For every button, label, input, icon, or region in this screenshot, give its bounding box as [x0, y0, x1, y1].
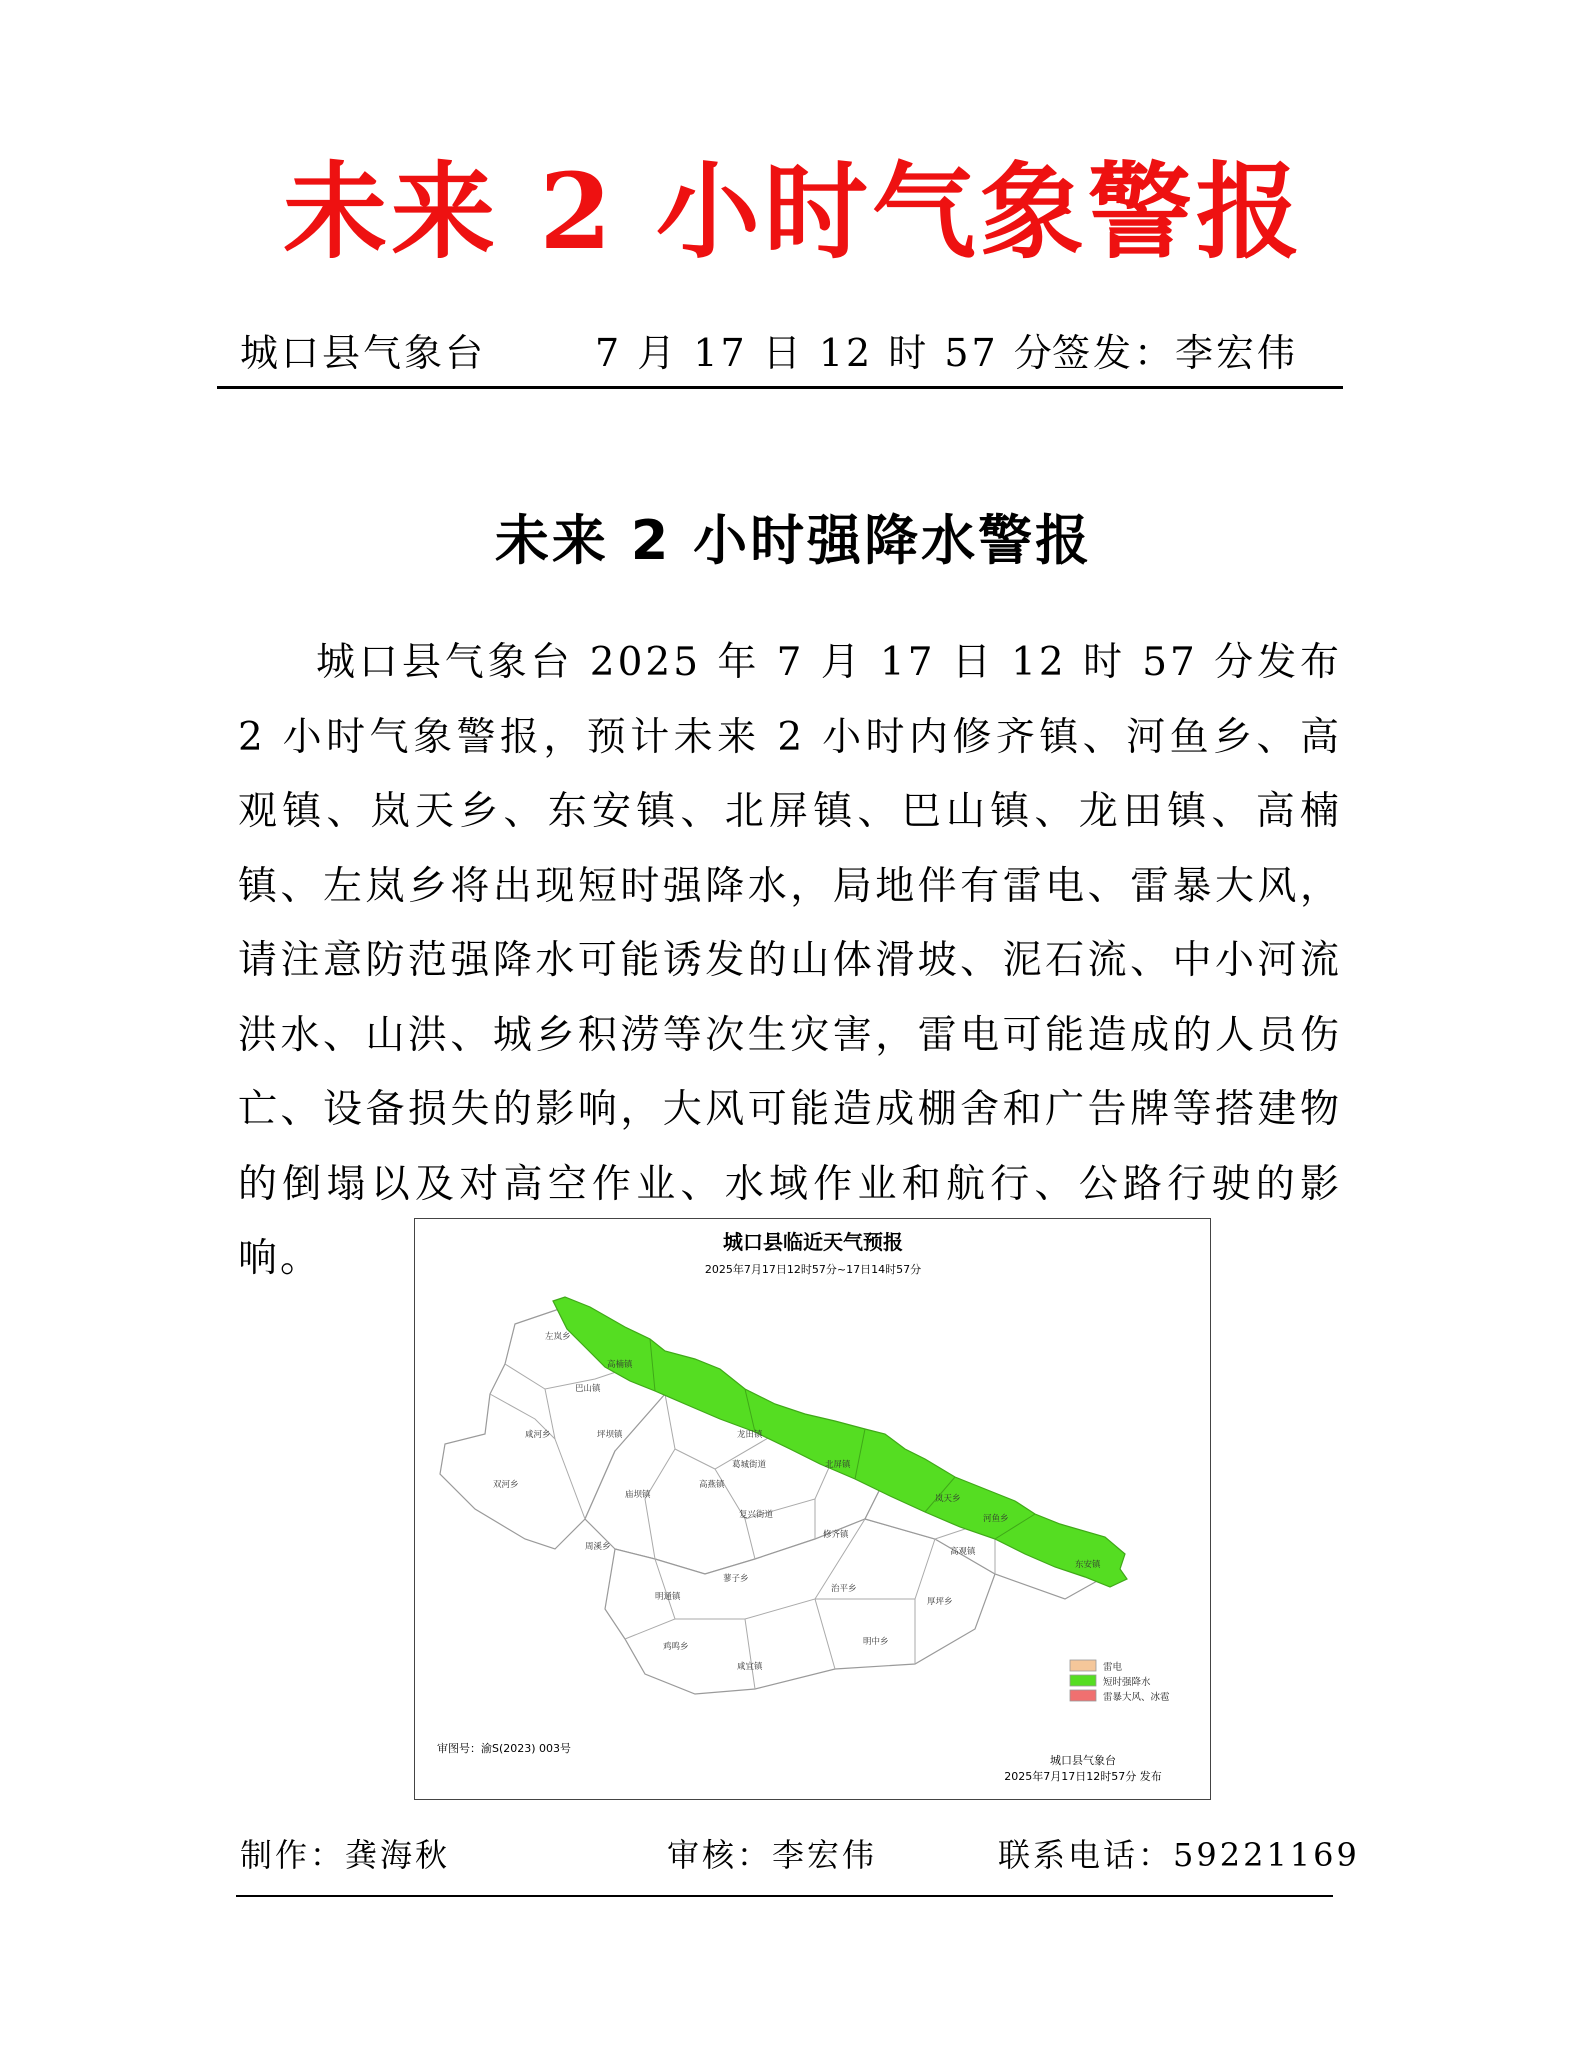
map-period: 2025年7月17日12时57分~17日14时57分	[704, 1263, 922, 1276]
header-divider	[217, 386, 1343, 389]
map-publisher: 城口县气象台	[1050, 1754, 1116, 1767]
main-title: 未来 2 小时气象警报	[283, 150, 1304, 273]
label-zhiping: 治平乡	[831, 1584, 857, 1594]
label-shuanghe: 双河乡	[493, 1480, 519, 1490]
label-beiping: 北屏镇	[825, 1460, 851, 1470]
label-gehe: 咸河乡	[525, 1430, 551, 1440]
footer-maker: 制作：龚海秋	[240, 1836, 451, 1874]
map-approval: 审图号：渝S(2023) 003号	[437, 1742, 572, 1755]
legend-label-rain: 短时强降水	[1103, 1677, 1151, 1688]
signer: 签发：李宏伟	[1052, 331, 1299, 375]
legend-label-wind: 雷暴大风、冰雹	[1103, 1692, 1170, 1703]
label-mingtong: 明通镇	[655, 1592, 681, 1602]
label-pingba: 坪坝镇	[597, 1430, 623, 1440]
label-zuolan: 左岚乡	[545, 1332, 571, 1342]
label-dongan: 东安镇	[1075, 1560, 1101, 1570]
label-gaoguan: 高观镇	[950, 1547, 976, 1557]
label-bashan: 巴山镇	[575, 1384, 601, 1394]
map-svg	[415, 1219, 1210, 1799]
label-mingzhong: 明中乡	[863, 1637, 889, 1647]
label-lantian: 岚天乡	[935, 1494, 961, 1504]
issue-time: 7 月 17 日 12 时 57 分	[595, 331, 1055, 375]
label-fuping: 复兴街道	[739, 1510, 774, 1520]
footer-phone: 联系电话：59221169	[998, 1836, 1360, 1874]
legend-label-thunder: 雷电	[1103, 1662, 1123, 1673]
warning-body: 城口县气象台 2025 年 7 月 17 日 12 时 57 分发布 2 小时气象警报，预计未来 2 小时内修齐镇、河鱼乡、高观镇、岚天乡、东安镇、北屏镇、巴山镇、龙田镇、高楠镇、左岚乡将出现短时强降水，局地伴有雷电、雷暴大风，请注意防范强降水可能诱发的山体滑坡、泥石流、中小河流洪水、山洪、城乡积涝等次生灾害，雷电可能造成的人员伤亡、设备损失的影响，大风可能造成棚舍和广告牌等搭建物的倒塌以及对高空作业、水域作业和航行、公路行驶的影响。	[238, 640, 1342, 1281]
legend-swatch-thunder	[1070, 1660, 1096, 1671]
label-miaoba: 庙坝镇	[625, 1490, 651, 1500]
label-xiuqi: 修齐镇	[823, 1530, 849, 1540]
map-legend	[1070, 1660, 1170, 1703]
legend-swatch-wind	[1070, 1690, 1096, 1701]
map-title: 城口县临近天气预报	[723, 1230, 903, 1254]
label-jiming: 鸡鸣乡	[663, 1642, 689, 1652]
warning-title: 未来 2 小时强降水警报	[494, 509, 1093, 572]
label-heyu: 河鱼乡	[983, 1514, 1009, 1524]
map-publish-time: 2025年7月17日12时57分 发布	[1004, 1770, 1162, 1783]
label-gaonan: 高楠镇	[607, 1360, 633, 1370]
label-longtian: 龙田镇	[737, 1430, 763, 1440]
label-gaozi: 蓼子乡	[723, 1574, 749, 1584]
footer-divider	[236, 1895, 1333, 1897]
label-gaoyan: 高燕镇	[699, 1480, 725, 1490]
label-gecheng: 葛城街道	[732, 1460, 767, 1470]
footer-reviewer: 审核：李宏伟	[667, 1836, 878, 1874]
issuer: 城口县气象台	[240, 331, 487, 375]
label-zhouxi: 周溪乡	[585, 1542, 611, 1552]
label-xianyi: 咸宜镇	[737, 1662, 763, 1672]
label-houping: 厚坪乡	[927, 1597, 953, 1607]
forecast-map	[414, 1218, 1211, 1800]
legend-swatch-rain	[1070, 1675, 1096, 1686]
